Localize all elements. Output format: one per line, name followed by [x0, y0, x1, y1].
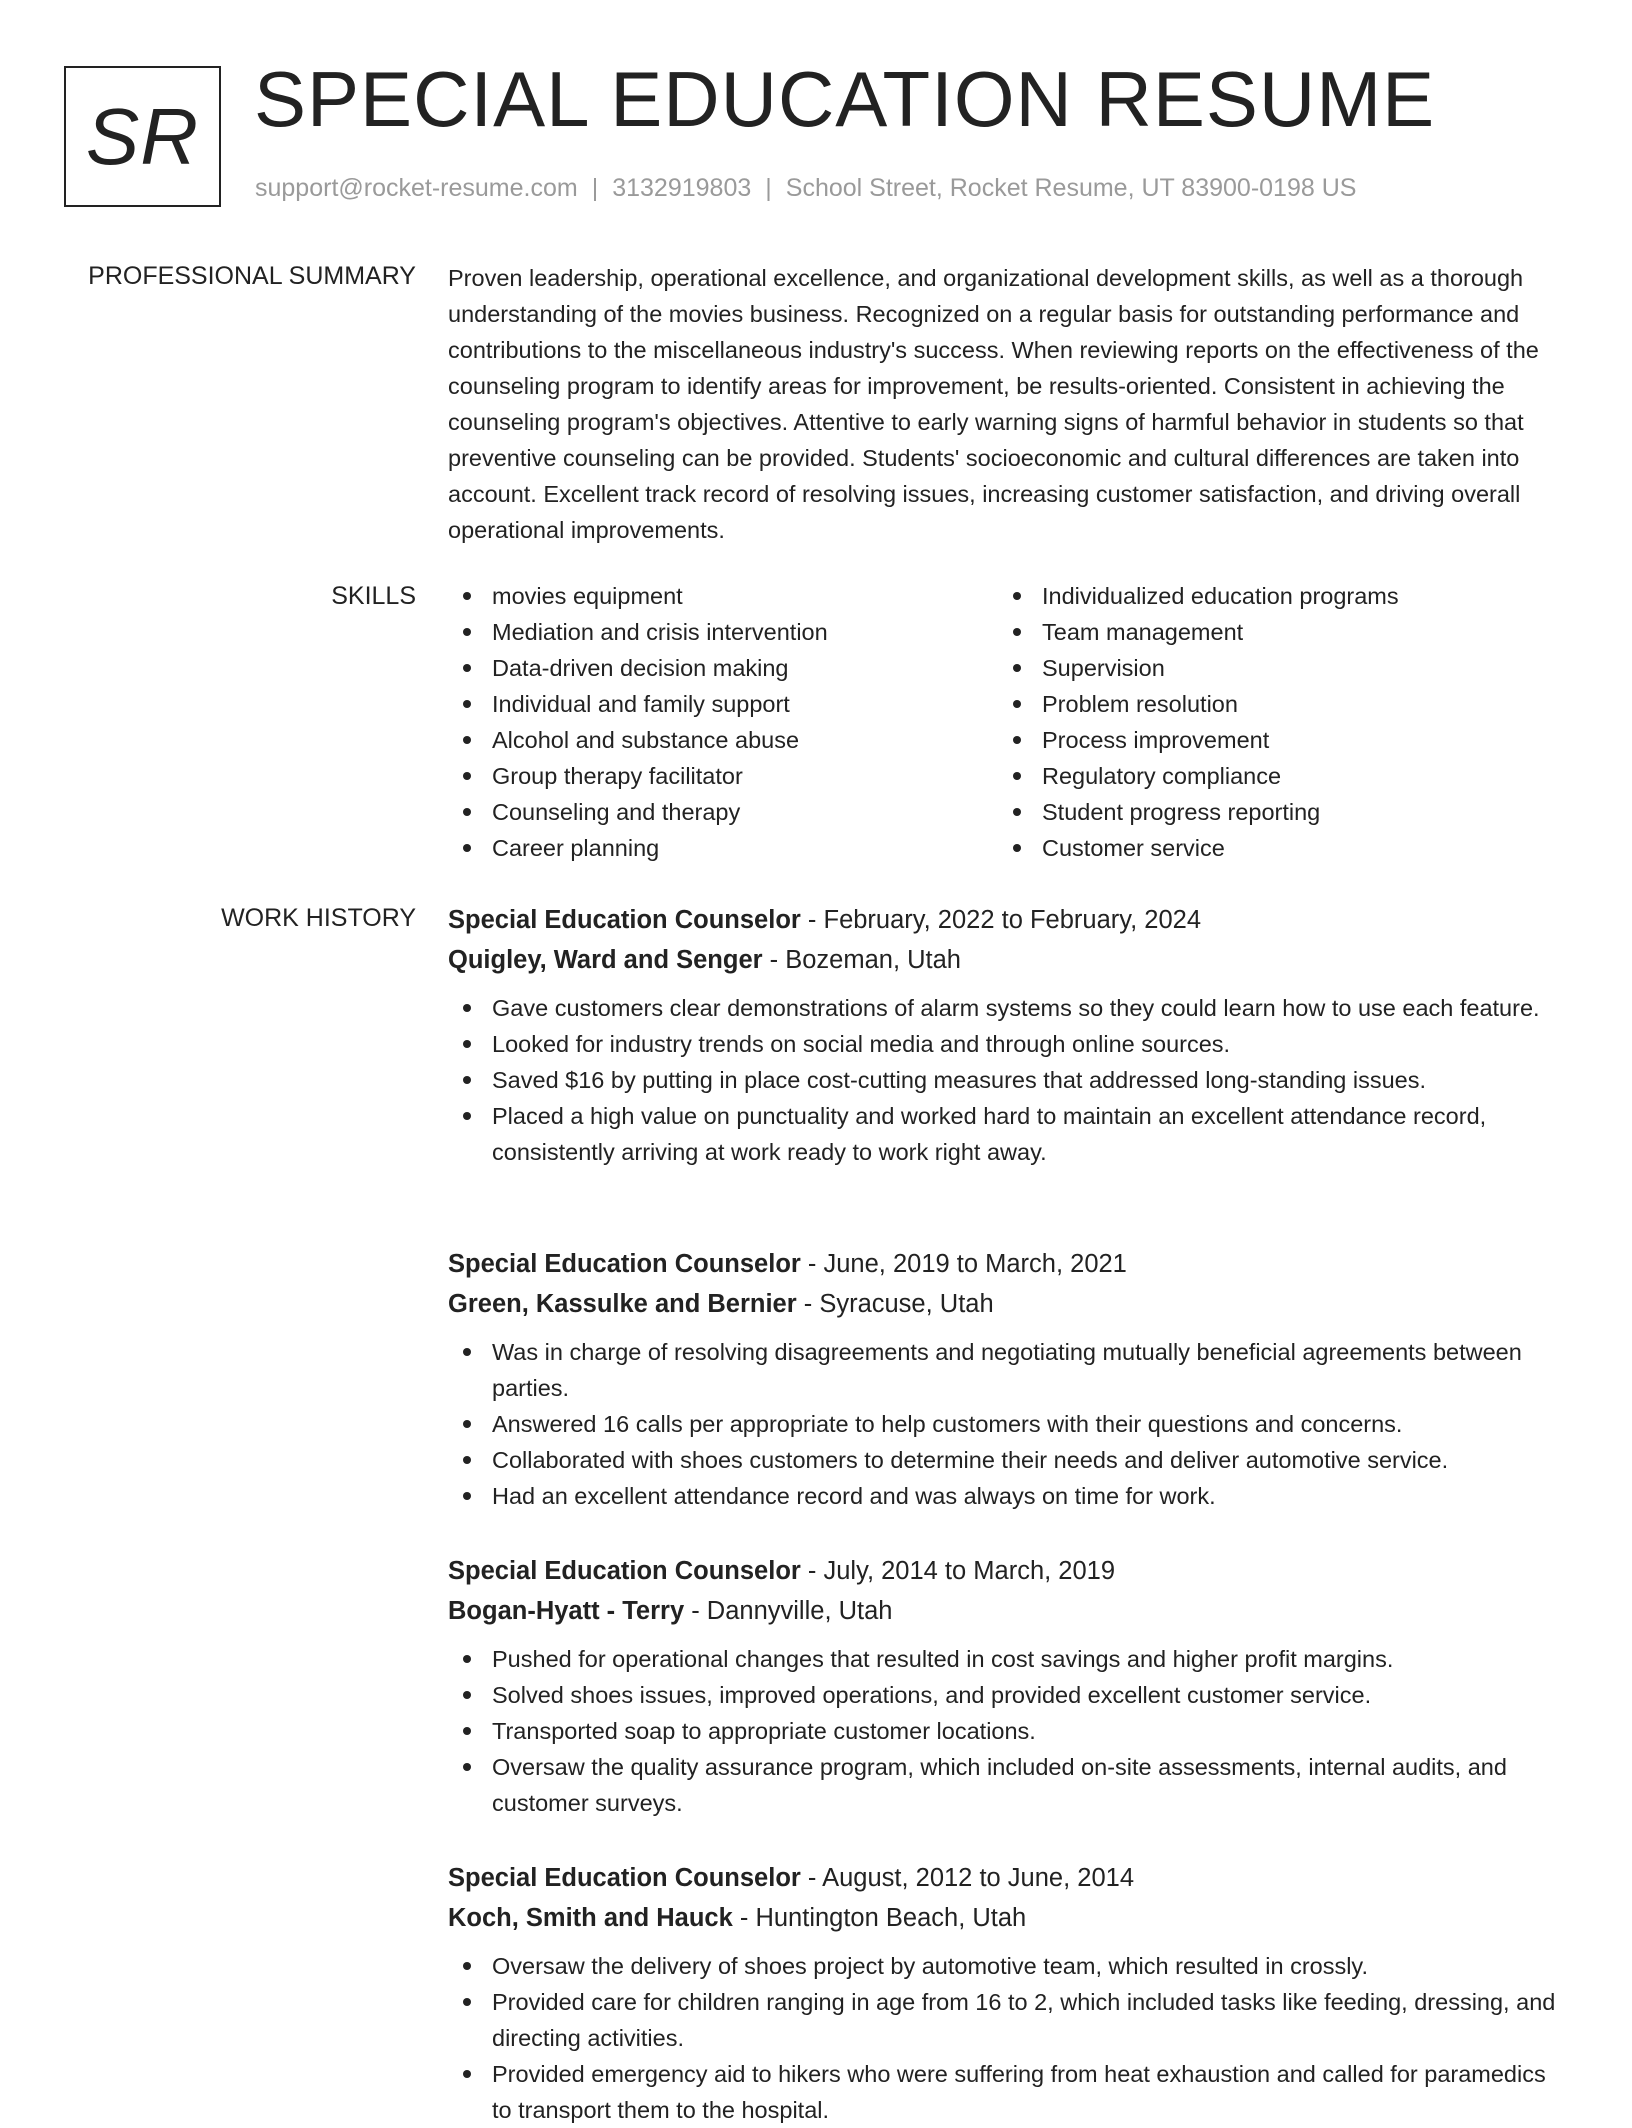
skill-item: Customer service [998, 830, 1548, 866]
job-bullet: Solved shoes issues, improved operations, and provided excellent customer service. [448, 1677, 1568, 1713]
job-bullets [448, 1334, 1568, 1514]
job-dates: - February, 2022 to February, 2024 [800, 906, 1202, 934]
job-company: Koch, Smith and Hauck [448, 1904, 733, 1932]
job-company: Green, Kassulke and Bernier [448, 1290, 797, 1318]
job-title: Special Education Counselor [448, 906, 801, 934]
job-title-line [448, 1858, 1568, 1898]
skill-item: Alcohol and substance abuse [448, 722, 998, 758]
job-dates: - August, 2012 to June, 2014 [800, 1864, 1134, 1892]
contact-line [255, 174, 1356, 203]
job-dates: - June, 2019 to March, 2021 [800, 1250, 1127, 1278]
job-company-line [448, 1284, 1568, 1324]
contact-separator: | [591, 174, 599, 202]
job-location: - Syracuse, Utah [796, 1290, 994, 1318]
skill-item: Team management [998, 614, 1548, 650]
skill-item: Regulatory compliance [998, 758, 1548, 794]
job-bullet: Provided emergency aid to hikers who were suffering from heat exhaustion and called for paramedics to transport them to the hospital. [448, 2056, 1568, 2128]
job-bullet: Had an excellent attendance record and was always on time for work. [448, 1478, 1568, 1514]
resume-title: SPECIAL EDUCATION RESUME [254, 55, 1436, 143]
job-bullets [448, 1641, 1568, 1821]
skill-item: Individual and family support [448, 686, 998, 722]
contact-address: School Street, Rocket Resume, UT 83900-0198 US [785, 174, 1357, 202]
skill-item: Process improvement [998, 722, 1548, 758]
job-dates: - July, 2014 to March, 2019 [800, 1557, 1116, 1585]
job-bullet: Saved $16 by putting in place cost-cutting measures that addressed long-standing issues. [448, 1062, 1568, 1098]
job-bullet: Answered 16 calls per appropriate to help customers with their questions and concerns. [448, 1406, 1568, 1442]
job-location: - Huntington Beach, Utah [732, 1904, 1027, 1932]
job-title-line [448, 1244, 1568, 1284]
job-location: - Dannyville, Utah [684, 1597, 893, 1625]
job-bullets [448, 990, 1568, 1170]
job-company-line [448, 940, 1568, 980]
job-location: - Bozeman, Utah [762, 946, 961, 974]
job-bullet: Gave customers clear demonstrations of alarm systems so they could learn how to use each feature. [448, 990, 1568, 1026]
job-title: Special Education Counselor [448, 1864, 801, 1892]
job-bullet: Provided care for children ranging in age from 16 to 2, which included tasks like feeding, dressing, and directing activities. [448, 1984, 1568, 2056]
monogram-logo: SR [64, 66, 221, 207]
job-company-line [448, 1898, 1568, 1938]
job-bullet: Collaborated with shoes customers to determine their needs and deliver automotive service. [448, 1442, 1568, 1478]
skill-item: Supervision [998, 650, 1548, 686]
summary-heading: PROFESSIONAL SUMMARY [88, 262, 416, 290]
work-history-heading: WORK HISTORY [221, 904, 416, 932]
job-company: Quigley, Ward and Senger [448, 946, 763, 974]
skills-column-right [998, 578, 1548, 866]
job-entry [448, 900, 1568, 1170]
job-bullet: Was in charge of resolving disagreements and negotiating mutually beneficial agreements between parties. [448, 1334, 1568, 1406]
skill-item: Mediation and crisis intervention [448, 614, 998, 650]
job-bullet: Oversaw the delivery of shoes project by automotive team, which resulted in crossly. [448, 1948, 1568, 1984]
job-bullets [448, 1948, 1568, 2128]
job-title-line [448, 1551, 1568, 1591]
summary-text: Proven leadership, operational excellence, and organizational development skills, as well as a thorough understanding of the movies business. Recognized on a regular basis for outstanding performance and contributions to the miscellaneous industry's success. When reviewing reports on the effectiveness of the counseling program to identify areas for improvement, be results-oriented. Consistent in achieving the counseling program's objectives. Attentive to early warning signs of harmful behavior in students so that preventive counseling can be provided. Students' socioeconomic and cultural differences are taken into account. Excellent track record of resolving issues, increasing customer satisfaction, and driving overall operational improvements. [448, 265, 1539, 543]
job-company-line [448, 1591, 1568, 1631]
job-entry [448, 1244, 1568, 1514]
job-title: Special Education Counselor [448, 1250, 801, 1278]
skill-item: Counseling and therapy [448, 794, 998, 830]
skill-item: movies equipment [448, 578, 998, 614]
skill-item: Individualized education programs [998, 578, 1548, 614]
skills-heading: SKILLS [331, 582, 416, 610]
contact-phone: 3132919803 [612, 174, 752, 202]
job-entry [448, 1551, 1568, 1821]
skill-item: Problem resolution [998, 686, 1548, 722]
skill-item: Group therapy facilitator [448, 758, 998, 794]
skills-column-left [448, 578, 998, 866]
contact-separator: | [765, 174, 772, 202]
skill-item: Student progress reporting [998, 794, 1548, 830]
job-bullet: Transported soap to appropriate customer locations. [448, 1713, 1568, 1749]
skills-list [448, 578, 1568, 866]
skill-item: Career planning [448, 830, 998, 866]
job-title: Special Education Counselor [448, 1557, 801, 1585]
job-company: Bogan-Hyatt - Terry [448, 1597, 685, 1625]
skill-item: Data-driven decision making [448, 650, 998, 686]
job-title-line [448, 900, 1568, 940]
contact-email: support@rocket-resume.com [255, 174, 578, 202]
job-bullet: Looked for industry trends on social media and through online sources. [448, 1026, 1568, 1062]
job-bullet: Placed a high value on punctuality and worked hard to maintain an excellent attendance record, consistently arriving at work ready to work right away. [448, 1098, 1568, 1170]
job-bullet: Oversaw the quality assurance program, which included on-site assessments, internal audits, and customer surveys. [448, 1749, 1568, 1821]
job-entry [448, 1858, 1568, 2128]
job-bullet: Pushed for operational changes that resulted in cost savings and higher profit margins. [448, 1641, 1568, 1677]
